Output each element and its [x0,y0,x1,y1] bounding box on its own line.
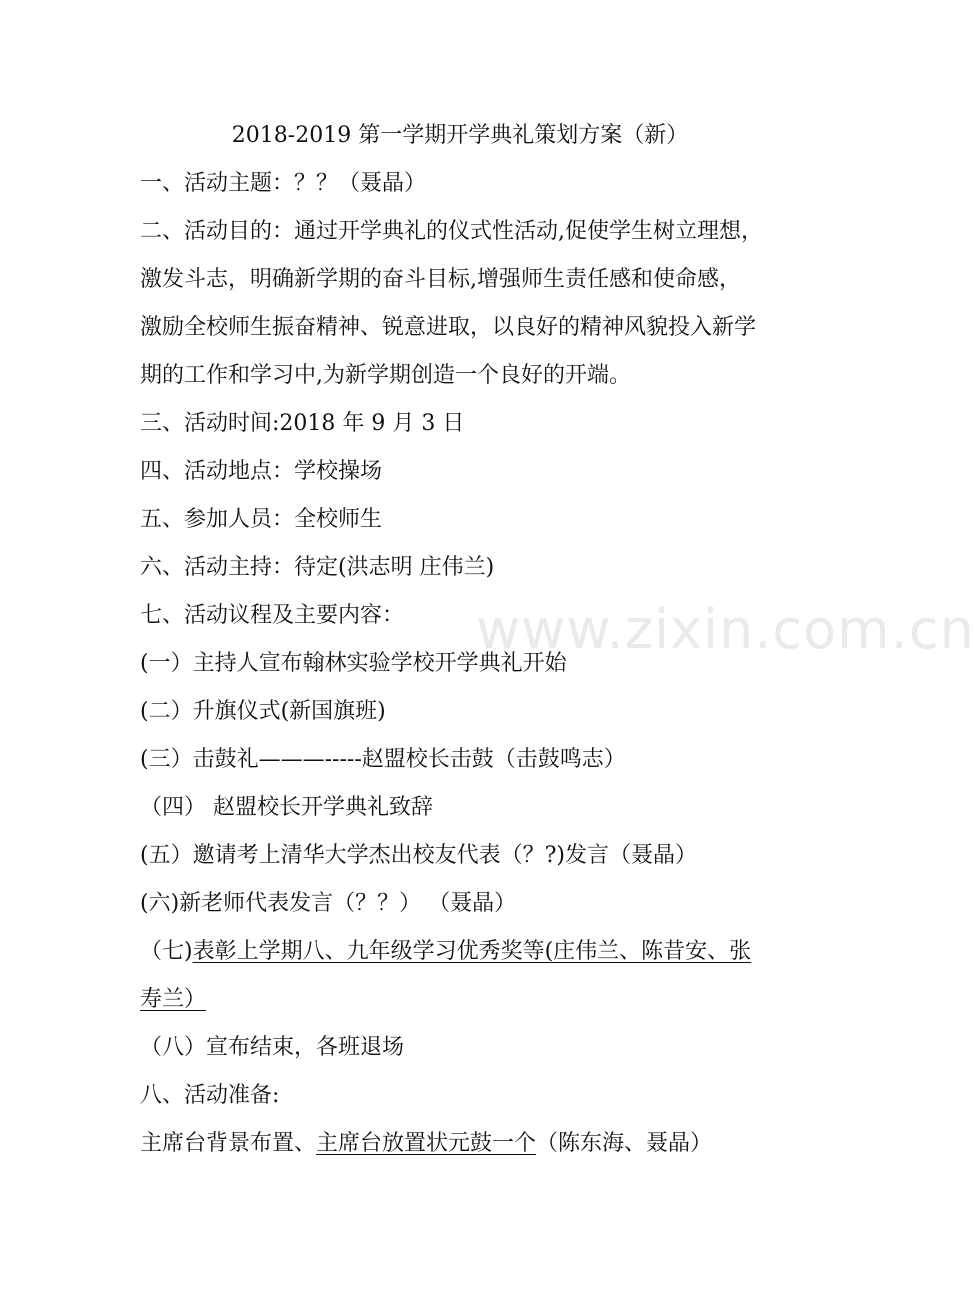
agenda-item-3: (三）击鼓礼———-----赵盟校长击鼓（击鼓鸣志） [140,747,626,772]
preparation-drum-item: 主席台放置状元鼓一个 [316,1131,537,1156]
activity-place: 四、活动地点：学校操场 [140,459,383,484]
purpose-line-2: 激发斗志，明确新学期的奋斗目标,增强师生责任感和使命感， [140,267,741,292]
preparation-line-start: 主席台背景布置、 [140,1131,317,1156]
agenda-item-7 [140,934,751,970]
activity-time: 三、活动时间:2018 年 9 月 3 日 [140,411,465,436]
purpose-line-3: 激励全校师生振奋精神、锐意进取，以良好的精神风貌投入新学 [140,315,757,340]
agenda-item-6: (六)新老师代表发言（？？） （聂晶） [140,891,517,916]
preparation-heading: 八、活动准备: [140,1083,280,1108]
agenda-item-5: (五）邀请考上清华大学杰出校友代表（？?)发言（聂晶） [140,843,697,868]
activity-host: 六、活动主持：待定(洪志明 庄伟兰) [140,555,495,580]
watermark: www.zixin.com.cn [476,598,975,661]
agenda-item-4: （四） 赵盟校长开学典礼致辞 [140,795,433,820]
agenda-item-8: （八）宣布结束，各班退场 [140,1035,405,1060]
purpose-line-1: 二、活动目的：通过开学典礼的仪式性活动,促使学生树立理想， [140,219,763,244]
preparation-line-owners: （陈东海、聂晶） [536,1131,713,1156]
agenda-item-7-continued [140,982,206,1018]
agenda-item-2: (二）升旗仪式(新国旗班) [140,699,386,724]
agenda-heading: 七、活动议程及主要内容： [140,603,405,628]
agenda-item-7-text-continued: 寿兰） [140,987,207,1012]
preparation-line [140,1126,712,1162]
agenda-item-1: (一）主持人宣布翰林实验学校开学典礼开始 [140,651,567,676]
activity-participants: 五、参加人员：全校师生 [140,507,383,532]
purpose-line-4: 期的工作和学习中,为新学期创造一个良好的开端。 [140,363,631,388]
agenda-item-7-prefix: （七) [140,939,193,964]
document-title: 2018-2019 第一学期开学典礼策划方案（新） [231,123,689,148]
agenda-item-7-text: 表彰上学期八、九年级学习优秀奖等(庄伟兰、陈昔安、张 [192,939,752,964]
activity-theme: 一、活动主题：？？（聂晶） [140,171,427,196]
